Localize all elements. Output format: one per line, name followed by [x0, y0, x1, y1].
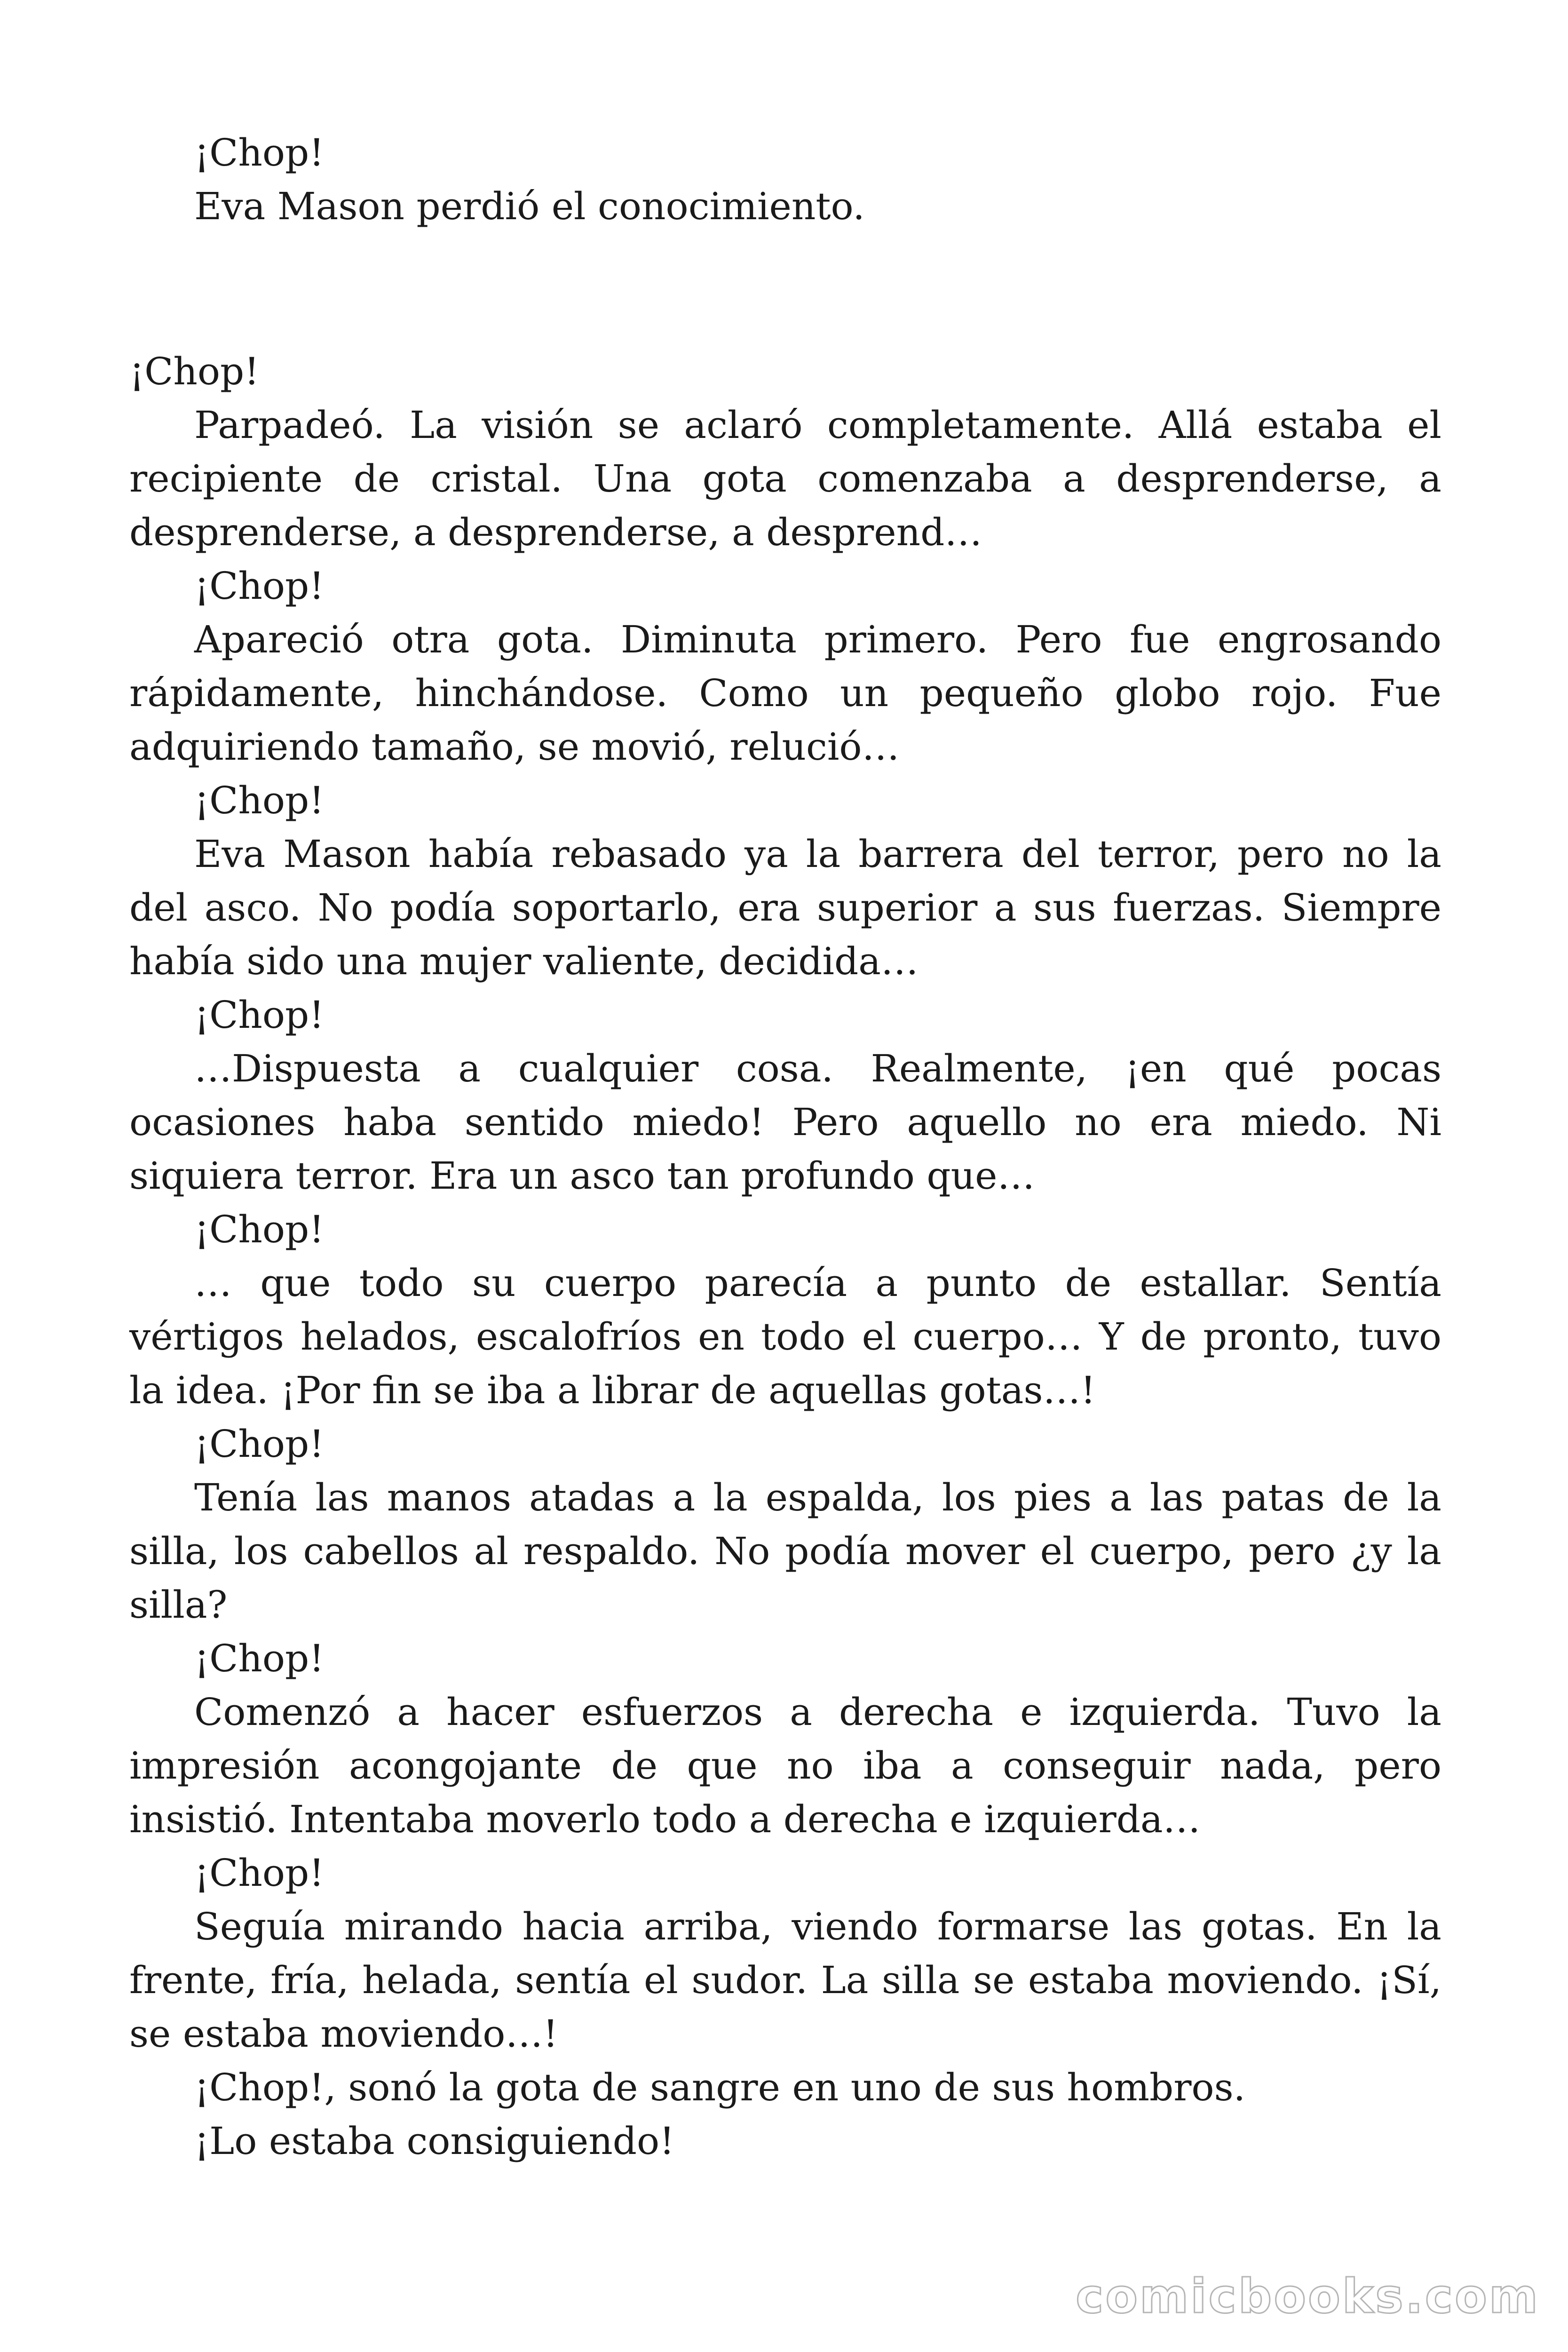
paragraph: ¡Chop!	[194, 1422, 325, 1466]
paragraph: ¡Chop!	[194, 1851, 325, 1895]
paragraph: ¡Lo estaba consiguiendo!	[194, 2119, 675, 2163]
watermark: comicbooks.com	[1076, 2269, 1540, 2324]
paragraph: … que todo su cuerpo parecía a punto de estallar. Sentía vértigos helados, escalofríos en todo el cuerpo… Y de pronto, tuvo la idea. ¡Por fin se iba a librar de aquellas gotas…!	[129, 1261, 1441, 1412]
paragraph: Seguía mirando hacia arriba, viendo formarse las gotas. En la frente, fría, helada, sentía el sudor. La silla se estaba moviendo. ¡Sí, se estaba moviendo…!	[129, 1905, 1441, 2056]
paragraph: Parpadeó. La visión se aclaró completamente. Allá estaba el recipiente de cristal. Una gota comenzaba a desprenderse, a desprenderse, a desprenderse, a desprend…	[129, 403, 1441, 554]
paragraph: …Dispuesta a cualquier cosa. Realmente, ¡en qué pocas ocasiones haba sentido miedo! Pero aquello no era miedo. Ni siquiera terror. Era un asco tan profundo que…	[129, 1047, 1441, 1198]
paragraph: ¡Chop!	[129, 350, 260, 393]
paragraph: Tenía las manos atadas a la espalda, los pies a las patas de la silla, los cabellos al respaldo. No podía mover el cuerpo, pero ¿y la silla?	[129, 1476, 1441, 1627]
paragraph: ¡Chop!	[194, 564, 325, 608]
paragraph: Apareció otra gota. Diminuta primero. Pero fue engrosando rápidamente, hinchándose. Como un pequeño globo rojo. Fue adquiriendo tamaño, se movió, relució…	[129, 618, 1441, 769]
paragraph: Eva Mason había rebasado ya la barrera del terror, pero no la del asco. No podía soportarlo, era superior a sus fuerzas. Siempre había sido una mujer valiente, decidida…	[129, 832, 1441, 983]
paragraph: ¡Chop!	[194, 131, 325, 175]
paragraph: ¡Chop!	[194, 1637, 325, 1680]
paragraph: ¡Chop!, sonó la gota de sangre en uno de sus hombros.	[194, 2066, 1246, 2109]
page-text	[129, 126, 1441, 2168]
paragraph: ¡Chop!	[194, 1208, 325, 1251]
paragraph: Comenzó a hacer esfuerzos a derecha e izquierda. Tuvo la impresión acongojante de que no iba a conseguir nada, pero insistió. Intentaba moverlo todo a derecha e izquierda…	[129, 1690, 1441, 1841]
paragraph: ¡Chop!	[194, 993, 325, 1037]
paragraph: Eva Mason perdió el conocimiento.	[194, 184, 865, 228]
paragraph: ¡Chop!	[194, 779, 325, 822]
